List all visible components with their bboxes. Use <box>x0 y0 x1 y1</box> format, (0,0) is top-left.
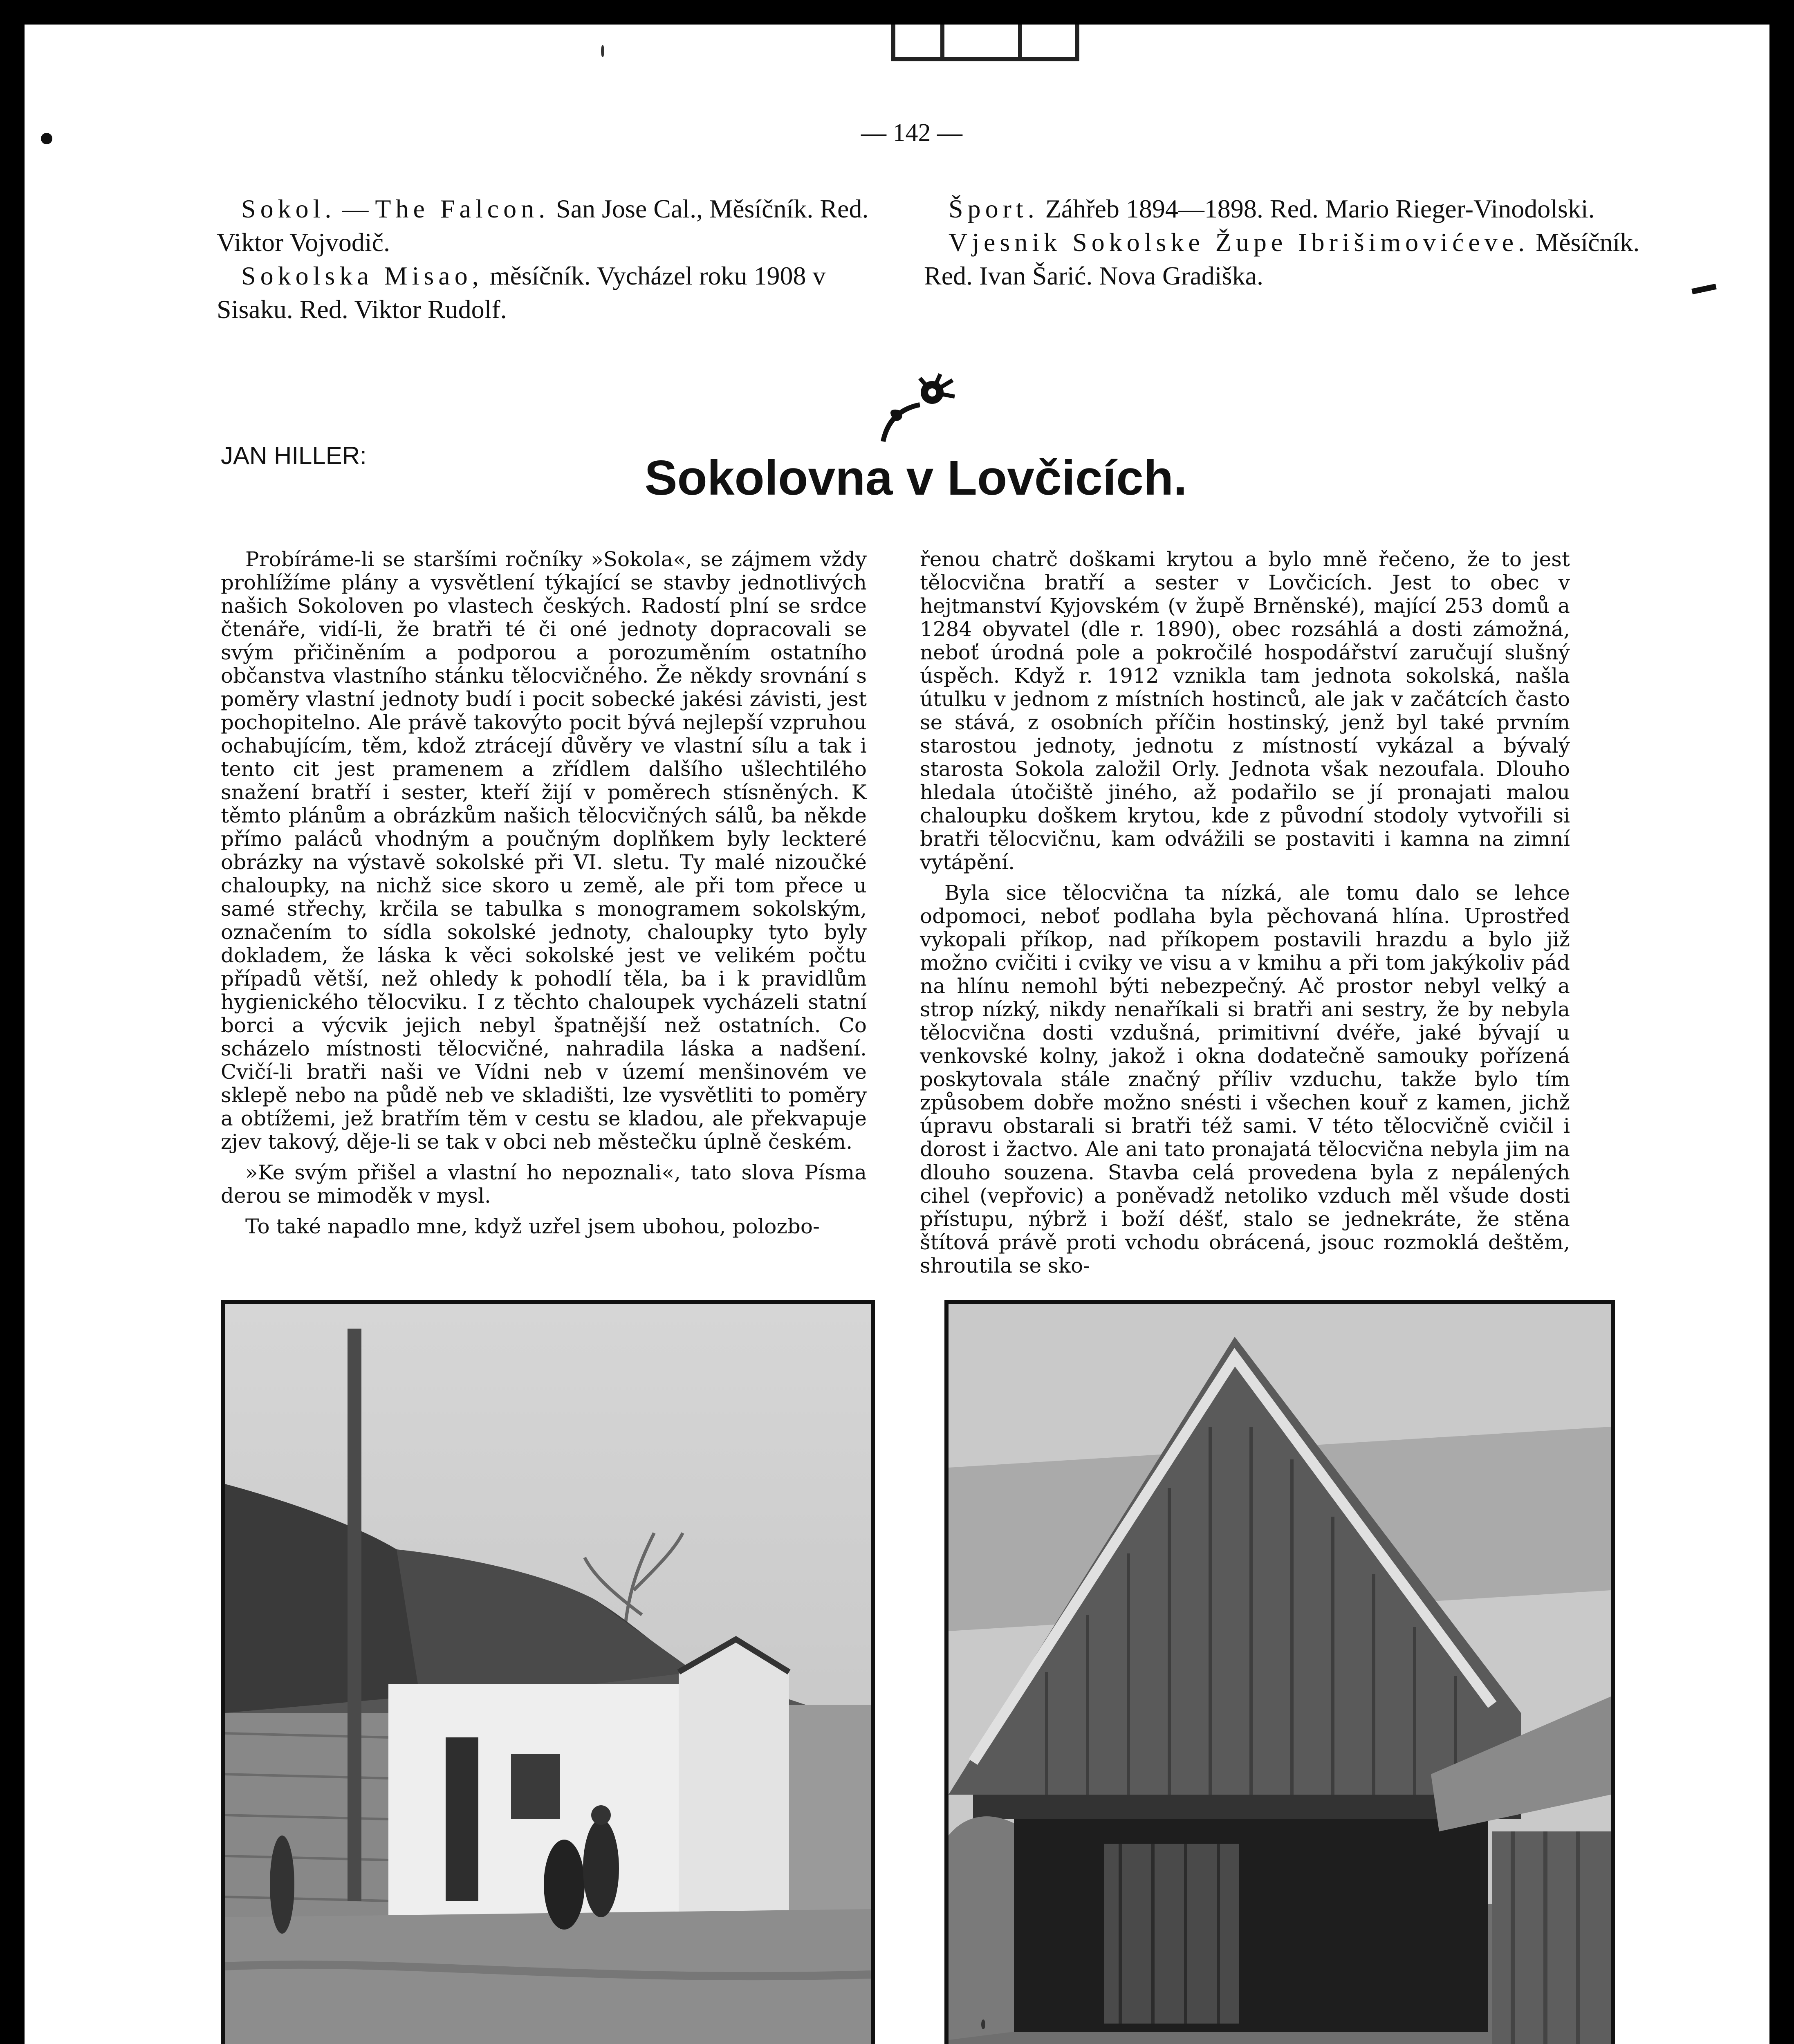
photo-thatched-cottage <box>221 1300 875 2044</box>
article-title: Sokolovna v Lovčicích. <box>644 450 1187 505</box>
author-byline: JAN HILLER: <box>221 442 367 469</box>
ink-dot <box>41 133 52 144</box>
listing-title: Sokol. <box>241 194 336 223</box>
periodical-listing-right <box>924 192 1648 293</box>
listing-entry <box>217 259 887 326</box>
article-paragraph: To také napadlo mne, když uzřel jsem ubohou, polozbo- <box>245 1215 820 1238</box>
article-paragraph: Probíráme-li se staršími ročníky »Sokola«, se zájmem vždy prohlížíme plány a vysvětlení týkající se stavby jednotlivých našich Sokoloven po vlastech českých. Radostí plní se srdce čtenáře, vidí-li, že bratři té či oné jednoty dopracovali se svým přičiněním a podporou a porozuměním ostatního občanstva vlastního stánku tělocvičného. Že někdy srovnání s poměry vlastní jednoty budí i pocit sobecké jakési závisti, jest pochopitelno. Ale právě takovýto pocit bývá nejlepší vzpruhou ochabujícím, těm, kdož ztrácejí důvěry ve vlastní sílu a tak i tento cit jest pramenem a zřídlem dalšího ušlechtilého snažení bratří i sester, kteří žijí v poměrech stísněných. K těmto plánům a obrázkům našich tělocvičných sálů, ba někde přímo paláců vhodným a poučným doplňkem byly leckteré obrázky na výstavě sokolské při VI. sletu. Ty malé nizoučké chaloupky, na nichž sice skoro u země, ale při tom přece u samé střechy, krčila se tabulka s monogramem sokolským, označením to sídla sokolské jednoty, chaloupky tyto byly dokladem, že láska k věci sokolské jest ve velikém počtu případů větší, než ohledy k pohodlí těla, ba i k pravidlům hygienického tělocviku. I z těchto chaloupek vycházeli statní borci a výcvik jejich nebyl špatnější než ostatních. Co scházelo místnosti tělocvičné, nahradila láska a nadšení. Cvičí-li bratři naši ve Vídni neb v území menšinovém ve sklepě nebo na půdě neb ve skladišti, lze vysvětliti to poměry a obtížemi, jež bratřím těm v cestu se kladou, ale překvapuje zjev takový, děje-li se tak v obci neb městečku úplně českém. <box>221 547 867 1154</box>
page-tab-mark <box>891 25 1079 61</box>
listing-text: — <box>336 194 375 223</box>
listing-entry <box>924 192 1648 226</box>
article-column-left <box>221 548 867 1246</box>
journal-page <box>25 25 1769 2044</box>
floral-ornament-icon <box>871 368 961 446</box>
article-column-right <box>920 548 1570 1285</box>
listing-title: Vjesnik Sokolske Župe Ibrišimovićeve. <box>949 228 1529 257</box>
listing-title: Šport. <box>949 194 1039 223</box>
photo-wooden-barn <box>944 1300 1615 2044</box>
listing-entry <box>217 192 887 259</box>
listing-text: Záhřeb 1894—1898. Red. Mario Rieger-Vinodolski. <box>1038 194 1595 223</box>
article-paragraph: Byla sice tělocvična ta nízká, ale tomu dalo se lehce odpomoci, neboť podlaha byla pěchovaná hlína. Uprostřed vykopali příkop, nad příkopem postavili hrazdu a bylo již možno cvičiti i cviky ve visu a v kmihu a při tom jakýkoliv pád na hlínu nemohl býti nebezpečný. Ač prostor nebyl velký a strop nízký, nikdy nenaříkali si bratři ani sestry, že by nebyla tělocvična dosti vzdušná, primitivní dvéře, jaké bývají u venkovské kolny, jakož i okna dodatečně samouky pořízená poskytovala stále značný příliv vzduchu, takže bylo tím způsobem dobře možno snésti i všechen kouř z kamen, jichž úpravu obstarali si bratři též sami. V této tělocvičně cvičil i dorost i žactvo. Ale ani tato pronajatá tělocvična nebyla jim na dlouho souzena. Stavba celá provedena byla z nepálených cihel (vepřovic) a poněvadž netoliko vzduch měl všude dosti přístupu, nýbrž i boží déšť, stalo se jednekráte, že stěna štítová právě proti vchodu obrácená, jsouc rozmoklá deštěm, shroutila se sko- <box>920 881 1570 1278</box>
article-paragraph: řenou chatrč doškami krytou a bylo mně řečeno, že to jest tělocvična bratří a sester v Lovčicích. Jest to obec v hejtmanství Kyjovském (v župě Brněnské), mající 253 domů a 1284 obyvatel (dle r. 1890), obec rozsáhlá a dosti zámožná, neboť úrodná pole a pokročilé hospodářství zaručují slušný úspěch. Když r. 1912 vznikla tam jednota sokolská, našla útulku v jednom z místních hostinců, ale jak v začátcích často se stává, z osobních příčin hostinský, jenž byl také prvním starostou jednoty, jednotu z místností vykázal a bývalý starosta Sokola založil Orly. Jednota však nezoufala. Dlouho hledala útočiště jiného, až podařilo se jí pronajati malou chaloupku doškem krytou, kde z původní stodoly vytvořili si bratři tělocvičnu, kam odvážili se postaviti i kamna na zimní vytápění. <box>920 547 1570 874</box>
listing-title: Sokolska Misao, <box>241 261 483 290</box>
listing-entry <box>924 226 1648 293</box>
cottage-photo-image <box>225 1304 871 2044</box>
periodical-listing-left <box>217 192 887 326</box>
listing-text: měsíčník. Vycházel roku 1908 v Sisaku. Red. Viktor Rudolf. <box>217 261 826 324</box>
page-number: — 142 — <box>861 119 962 147</box>
barn-photo-image <box>949 1304 1611 2044</box>
article-paragraph: »Ke svým přišel a vlastní ho nepoznali«, tato slova Písma derou se mimoděk v mysl. <box>221 1161 867 1208</box>
listing-text: San Jose Cal., Měsíčník. Red. Viktor Vojvodič. <box>217 194 869 257</box>
ink-dash <box>1691 284 1717 294</box>
listing-title: The Falcon. <box>375 194 550 223</box>
listing-text: Měsíčník. Red. Ivan Šarić. Nova Gradiška. <box>924 228 1640 290</box>
